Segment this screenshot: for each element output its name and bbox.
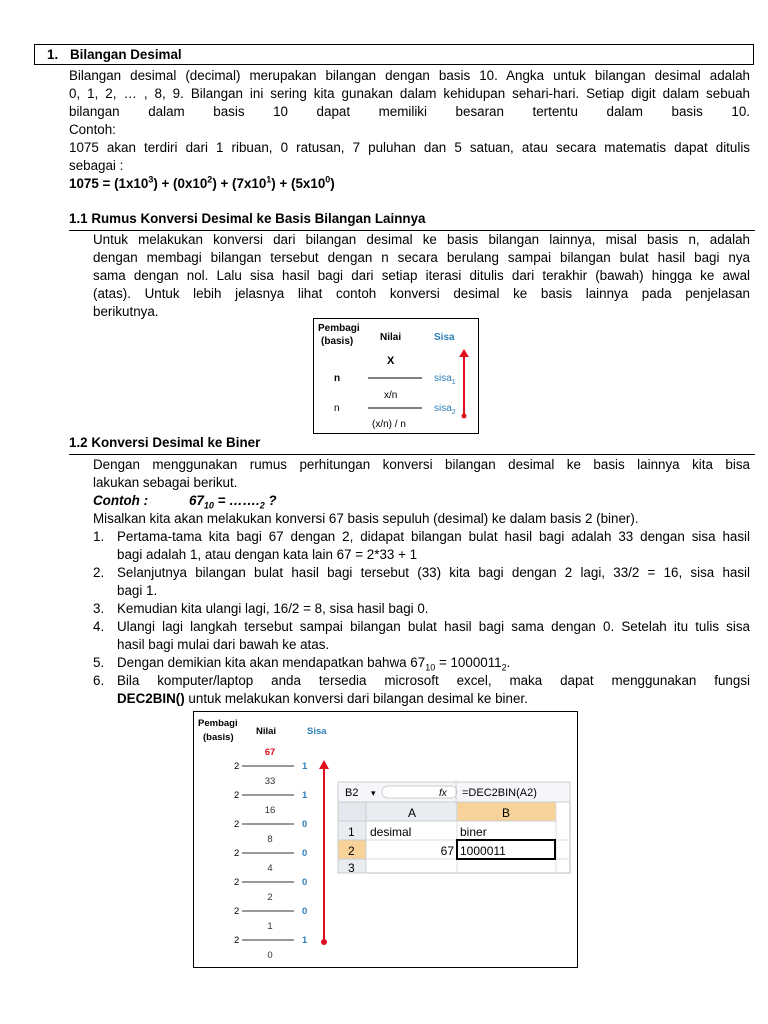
row-header[interactable]: 2	[348, 844, 355, 858]
text-line: Bila komputer/laptop anda tersedia microsoft excel, maka dapat menggunakan fungsi	[117, 673, 750, 688]
text-line: sebagai :	[69, 158, 124, 173]
list-number: 5.	[93, 655, 105, 670]
list-number: 2.	[93, 565, 105, 580]
list-item	[93, 600, 750, 618]
base-subscript: 10	[425, 662, 436, 673]
example-part: ?	[264, 493, 277, 508]
section-1-1-heading: 1.1 Rumus Konversi Desimal ke Basis Bilangan Lainnya	[69, 210, 755, 231]
label-pembagi: Pembagi	[198, 718, 238, 729]
text-line: Dengan menggunakan rumus perhitungan konversi bilangan desimal ke basis lainnya kita bisa	[93, 457, 750, 472]
divisor-value: 2	[234, 761, 240, 772]
text-line: 1075 akan terdiri dari 1 ribuan, 0 ratusan, 7 puluhan dan 5 satuan, atau secara matematis dapat ditulis	[69, 140, 750, 155]
text-line: hasil bagi mulai dari bawah ke atas.	[117, 637, 330, 652]
arrow-start-dot	[462, 414, 467, 419]
text-line: Contoh:	[69, 122, 116, 137]
label-basis: (basis)	[321, 336, 354, 347]
quotient-value: 16	[264, 805, 276, 816]
row-header[interactable]: 1	[348, 825, 355, 839]
example-line	[93, 492, 750, 510]
example-label: Contoh :	[93, 493, 149, 508]
column-header-a[interactable]: A	[408, 806, 417, 820]
formula	[69, 175, 750, 193]
list-item	[93, 654, 750, 672]
divisor-value: 2	[234, 790, 240, 801]
section-1-2-body	[93, 456, 750, 708]
dropdown-icon[interactable]: ▾	[371, 788, 376, 798]
list-number: 6.	[93, 673, 105, 688]
text-line: Ulangi lagi langkah tersebut sampai bilangan bulat hasil bagi sama dengan 0. Setelah itu tulis sisa	[117, 619, 750, 634]
steps-list	[93, 528, 750, 708]
divisor-value: 2	[234, 935, 240, 946]
name-box[interactable]: B2	[345, 787, 359, 799]
list-number: 3.	[93, 601, 105, 616]
section-1-2-heading: 1.2 Konversi Desimal ke Biner	[69, 434, 755, 455]
paragraph	[93, 456, 750, 492]
list-item	[93, 564, 750, 600]
quotient-value: 8	[267, 834, 273, 845]
remainder-value: 1	[302, 935, 308, 946]
formula-part: ) + (7x10	[212, 176, 267, 191]
text-line: dengan membagi bilangan tersebut dengan n secara berulang sampai bilangan bulat hasil bagi nya	[93, 250, 750, 265]
section-number: 1.	[47, 47, 59, 62]
arrow-head-icon	[319, 760, 329, 769]
label-basis: (basis)	[203, 732, 234, 743]
fx-icon[interactable]: fx	[439, 788, 447, 799]
formula-part: ) + (5x10	[271, 176, 326, 191]
formula-part: ) + (0x10	[153, 176, 208, 191]
label-pembagi: Pembagi	[318, 323, 360, 334]
text-part: = 1000011	[435, 655, 502, 670]
list-item	[93, 672, 750, 708]
quotient-value: 0	[267, 950, 273, 961]
divisor-n: n	[334, 403, 340, 414]
text-line: bagi 1.	[117, 583, 158, 598]
text-line: (atas). Untuk lebih jelasnya lihat contoh konversi desimal ke basis lainnya pada penjelasan	[93, 286, 750, 301]
exponent: 0	[325, 174, 331, 185]
quotient-value: 1	[267, 921, 273, 932]
remainder-2	[434, 403, 456, 416]
exponent: 2	[207, 174, 213, 185]
quotient-value: 67	[264, 747, 276, 758]
divisor-value: 2	[234, 906, 240, 917]
text-line: Selanjutnya bilangan bulat hasil bagi tersebut (33) kita bagi dengan 2 lagi, 33/2 = 16, sisa hasil	[117, 565, 750, 580]
sisa-index: 1	[451, 379, 456, 386]
exponent: 1	[266, 174, 272, 185]
arrow-start-dot	[321, 939, 327, 945]
cell-b2[interactable]: 1000011	[460, 844, 506, 858]
text-line: Kemudian kita ulangi lagi, 16/2 = 8, sisa hasil bagi 0.	[117, 601, 429, 616]
divisor-value: 2	[234, 877, 240, 888]
binary-conversion-figure	[193, 711, 578, 968]
base-subscript: 2	[501, 662, 507, 673]
remainder-value: 0	[302, 877, 308, 888]
list-number: 1.	[93, 529, 105, 544]
example-part: = …….	[213, 493, 260, 508]
text-line: bagi adalah 1, atau dengan kata lain 67 = 2*33 + 1	[117, 547, 418, 562]
section-1-body	[69, 67, 750, 193]
paragraph	[69, 67, 750, 175]
row-header[interactable]: 3	[348, 861, 355, 875]
text-line: bilangan dalam basis 10 dapat memiliki besaran tertentu dalam basis 10.	[69, 104, 750, 119]
cell-a1[interactable]: desimal	[370, 825, 412, 839]
list-item	[93, 618, 750, 654]
label-sisa: Sisa	[307, 726, 327, 737]
division-scheme-figure	[313, 318, 479, 434]
arrow-head-icon	[459, 349, 469, 357]
value-xn: x/n	[384, 390, 398, 401]
text-part: Dengan demikian kita akan mendapatkan bahwa 67	[117, 655, 426, 670]
cell-a2[interactable]: 67	[440, 844, 454, 858]
quotient-value: 4	[267, 863, 273, 874]
cell-b1[interactable]: biner	[460, 825, 487, 839]
text-part: untuk melakukan konversi dari bilangan desimal ke biner.	[184, 691, 528, 706]
remainder-value: 1	[302, 761, 308, 772]
remainder-value: 1	[302, 790, 308, 801]
text-line: lakukan sebagai berikut.	[93, 475, 238, 490]
formula-part: )	[330, 176, 335, 191]
excel-snippet	[338, 782, 570, 875]
base-subscript: 10	[203, 500, 214, 511]
intro-line: Misalkan kita akan melakukan konversi 67 basis sepuluh (desimal) ke dalam basis 2 (biner).	[93, 511, 639, 526]
remainder-value: 0	[302, 848, 308, 859]
formula-part: 1075 =	[69, 176, 115, 191]
divisor-n: n	[334, 373, 341, 384]
text-line: berikutnya.	[93, 304, 159, 319]
base-subscript: 2	[259, 500, 265, 511]
exponent: 3	[148, 174, 154, 185]
list-item	[93, 528, 750, 564]
text-line: Untuk melakukan konversi dari bilangan desimal ke basis bilangan lainnya, misal basis n, adalah	[93, 232, 750, 247]
text-part: .	[506, 655, 511, 670]
label-sisa: Sisa	[434, 332, 455, 343]
sisa-text: sisa	[434, 373, 452, 384]
text-line: Bilangan desimal (decimal) merupakan bilangan dengan basis 10. Angka untuk bilangan desimal adalah	[69, 68, 750, 83]
list-number: 4.	[93, 619, 105, 634]
value-xnn: (x/n) / n	[372, 419, 406, 430]
quotient-value: 2	[267, 892, 273, 903]
column-header-b[interactable]: B	[502, 806, 511, 820]
text-line: 0, 1, 2, … , 8, 9. Bilangan ini sering kita gunakan dalam kehidupan sehari-hari. Setiap digit dalam sebuah	[69, 86, 750, 101]
remainder-value: 0	[302, 819, 308, 830]
remainder-1	[434, 373, 456, 386]
sisa-text: sisa	[434, 403, 452, 414]
text-line	[117, 690, 750, 708]
divisor-value: 2	[234, 819, 240, 830]
formula-bar[interactable]: =DEC2BIN(A2)	[462, 787, 537, 799]
section-title: Bilangan Desimal	[70, 47, 182, 62]
label-nilai: Nilai	[380, 332, 402, 343]
value-x: X	[387, 355, 395, 367]
example-value: 67	[189, 493, 204, 508]
label-nilai: Nilai	[256, 726, 277, 737]
sisa-index: 2	[451, 409, 456, 416]
section-1-1-body	[93, 231, 750, 321]
section-1-header	[34, 44, 754, 65]
remainder-value: 0	[302, 906, 308, 917]
text-line	[117, 654, 750, 672]
paragraph	[93, 231, 750, 321]
function-name: DEC2BIN()	[117, 691, 185, 706]
quotient-value: 33	[264, 776, 276, 787]
formula-part: (1x10	[114, 176, 149, 191]
text-line: sama dengan nol. Lalu sisa hasil bagi dari setiap iterasi ditulis dari terakhir (bawah) hingga ke awal	[93, 268, 750, 283]
text-line: Pertama-tama kita bagi 67 dengan 2, didapat bilangan bulat hasil bagi adalah 33 dengan sisa hasil	[117, 529, 750, 544]
divisor-value: 2	[234, 848, 240, 859]
